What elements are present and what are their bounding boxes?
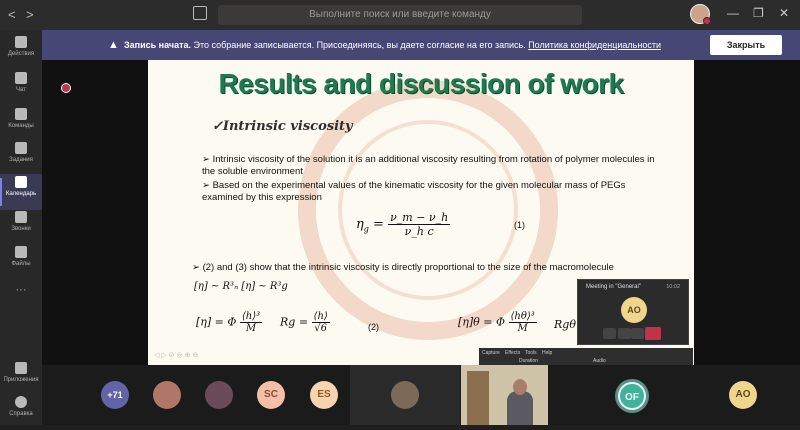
slide-subheading: ✓Intrinsic viscosity — [212, 119, 353, 134]
participant-video[interactable] — [461, 365, 548, 425]
slide-toolbar[interactable]: ◁ ▷ ⊘ ◎ ⊕ ⊖ — [154, 352, 199, 359]
compose-icon[interactable] — [193, 6, 207, 20]
rail-more-button[interactable]: ··· — [15, 284, 27, 296]
menu-effects[interactable]: Effects — [505, 350, 521, 356]
slide-title: Results and discussion of work — [218, 68, 624, 99]
menu-capture[interactable]: Capture — [482, 350, 500, 356]
equation-3b: Rgθ — [554, 318, 576, 331]
rail-item-activity[interactable]: Действия — [0, 34, 42, 70]
equation-1-number: (1) — [514, 220, 525, 230]
equation-2b: Rg = $\frac{⟨h⟩}{√6}$ — [280, 311, 328, 334]
speaking-participant-avatar[interactable]: OF — [618, 382, 646, 410]
bullet-2: ➢ Based on the experimental values of the kinematic viscosity for the given molecular mass of PEGs examined by this expression — [202, 180, 626, 203]
rail-item-assignments[interactable]: Задания — [0, 140, 42, 176]
title-bar — [0, 0, 800, 30]
status-badge — [703, 17, 711, 25]
back-button[interactable]: < — [8, 7, 16, 22]
hang-up-button[interactable] — [645, 327, 661, 340]
phone-icon — [15, 211, 27, 223]
mini-window-title: Meeting in "General" — [586, 284, 641, 290]
participant-avatar[interactable] — [391, 381, 419, 409]
bullet-3: ➢ (2) and (3) show that the intrinsic viscosity is directly proportional to the size of the macromolecule — [192, 262, 614, 273]
rail-item-calls[interactable]: Звонки — [0, 209, 42, 245]
minimize-button[interactable]: — — [727, 6, 739, 20]
bell-icon — [15, 36, 27, 48]
teams-icon — [15, 108, 27, 120]
capture-app-window[interactable] — [479, 348, 693, 365]
audio-label: Audio — [593, 358, 606, 364]
forward-button[interactable]: > — [26, 7, 34, 22]
bullet-1: ➢ Intrinsic viscosity of the solution it is an additional viscosity resulting from rotation of polymer molecules in the soluble environment — [202, 154, 655, 177]
apps-icon — [15, 362, 27, 374]
assignments-icon — [15, 142, 27, 154]
privacy-link[interactable]: Политика конфиденциальности — [528, 40, 661, 50]
duration-label: Duration — [519, 358, 538, 364]
menu-tools[interactable]: Tools — [525, 350, 537, 356]
participant-avatar[interactable] — [205, 381, 233, 409]
rail-item-apps[interactable]: Приложения — [0, 360, 42, 396]
recording-banner — [42, 30, 800, 60]
meeting-mini-window[interactable] — [577, 279, 689, 345]
close-window-button[interactable]: ✕ — [779, 6, 790, 20]
proportionality-relations: [η] ~ R³ₙ [η] ~ R³g — [194, 281, 288, 292]
rail-item-help[interactable]: Справка — [0, 394, 42, 430]
equation-2: [η] = Φ $\frac{\text{⟨h⟩³}}{M}$ — [196, 311, 261, 334]
recording-indicator-icon — [61, 83, 71, 93]
chat-icon — [15, 72, 27, 84]
help-icon — [15, 396, 27, 408]
banner-close-button[interactable]: Закрыть — [710, 35, 782, 55]
mic-icon[interactable] — [618, 328, 631, 339]
more-participants-button[interactable]: +71 — [101, 381, 129, 409]
participant-avatar[interactable] — [153, 381, 181, 409]
equation-1: $\eta_g$ = $\frac{\nu\_m - \nu\_h}{\text{ν\_h c}}$ — [356, 211, 449, 238]
participant-avatar[interactable]: AO — [729, 381, 757, 409]
calendar-icon — [15, 176, 27, 188]
rail-item-files[interactable]: Файлы — [0, 244, 42, 280]
file-icon — [15, 246, 27, 258]
meeting-timer: 10:02 — [666, 284, 680, 290]
participant-avatar[interactable]: ES — [310, 381, 338, 409]
search-input[interactable]: Выполните поиск или введите команду — [218, 5, 582, 25]
participant-avatar[interactable]: SC — [257, 381, 285, 409]
menu-help[interactable]: Help — [542, 350, 553, 356]
share-icon[interactable] — [631, 328, 644, 339]
warning-icon: ▲ — [108, 39, 119, 51]
banner-text: Запись начата. Это собрание записывается. Присоединяясь, вы даете согласие на его запись. Политика конфиденциальности — [124, 40, 661, 50]
restore-button[interactable]: ❐ — [753, 6, 764, 20]
self-avatar: AO — [621, 297, 647, 323]
rail-item-chat[interactable]: Чат — [0, 70, 42, 106]
equation-3: [η]θ = Φ $\frac{\text{⟨hθ⟩³}}{M}$ — [458, 311, 535, 334]
rail-item-calendar[interactable]: Календарь — [0, 174, 42, 210]
rail-item-teams[interactable]: Команды — [0, 106, 42, 142]
app-rail — [0, 30, 42, 425]
camera-icon[interactable] — [603, 328, 616, 339]
equation-2-number: (2) — [368, 322, 379, 332]
